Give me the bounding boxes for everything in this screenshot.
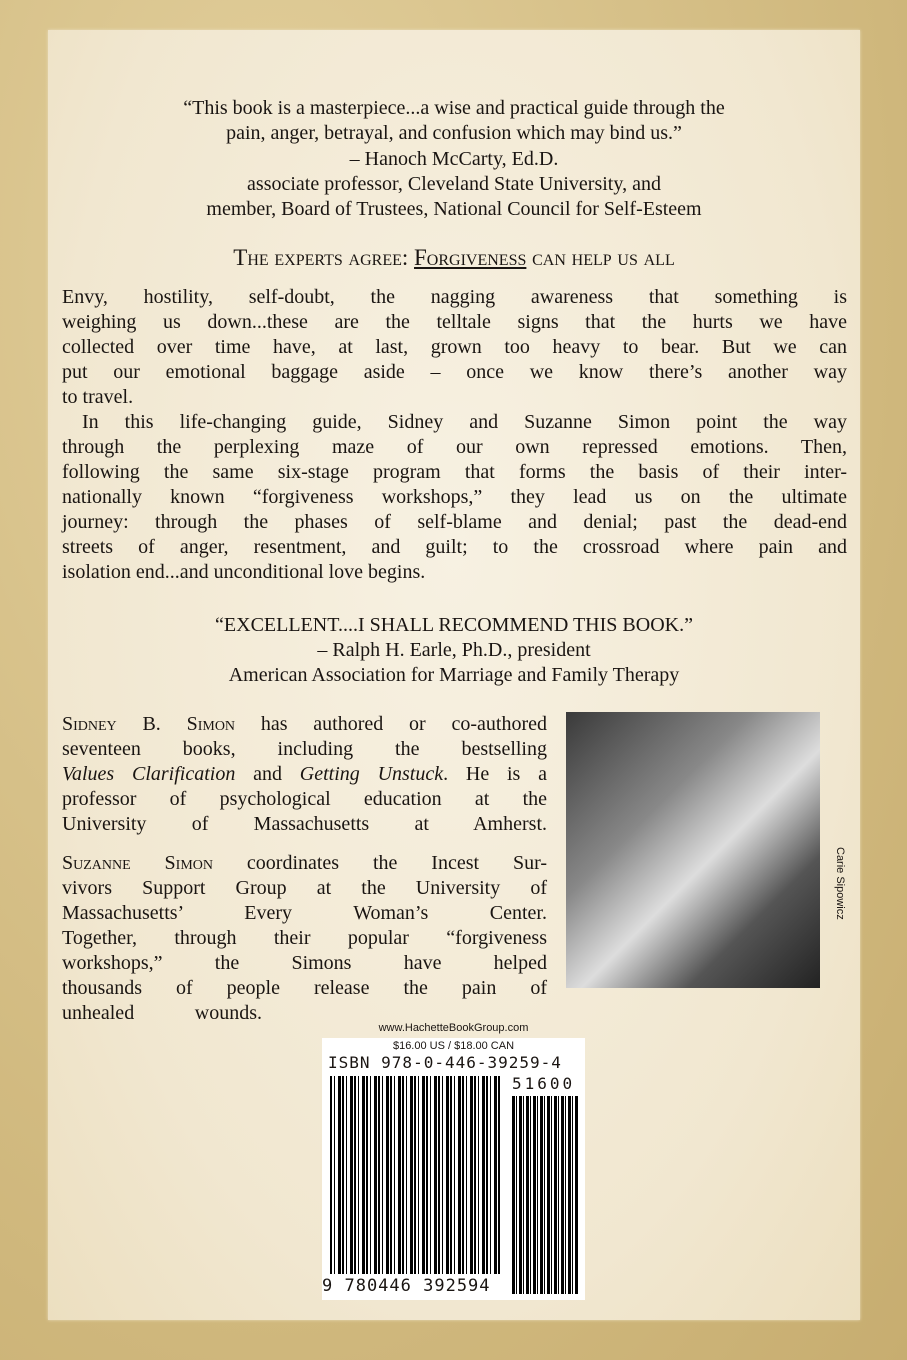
bio-text: has authored or co-authored [235, 713, 547, 735]
publisher-url: www.HachetteBookGroup.com [378, 1022, 529, 1034]
body-line: journey: through the phases of self-blame and denial; past the dead-end [62, 511, 847, 533]
body-line: Envy, hostility, self-doubt, the nagging awareness that something is [62, 286, 847, 308]
bio-line: seventeen books, including the bestselling [62, 738, 547, 760]
body-line: following the same six-stage program that forms the basis of their inter- [62, 461, 847, 483]
supplement-barcode [512, 1096, 578, 1294]
photo-credit: Carie Sipowicz [834, 847, 846, 920]
bio-line [62, 762, 547, 786]
ean-barcode [330, 1076, 500, 1274]
quote-line: pain, anger, betrayal, and confusion which may bind us.” [226, 122, 682, 144]
bio-text: . He is a [443, 763, 547, 785]
bio-line: vivors Support Group at the University of [62, 877, 547, 899]
bio-line: workshops,” the Simons have helped [62, 952, 547, 974]
bio-line: professor of psychological education at the [62, 788, 547, 810]
ean-digits: 9 780446 392594 [322, 1276, 495, 1296]
body-line: In this life-changing guide, Sidney and Suzanne Simon point the way [82, 411, 847, 433]
bio-line [62, 851, 547, 875]
author-name: Sidney B. Simon [62, 713, 236, 735]
quote-affiliation: American Association for Marriage and Family Therapy [228, 664, 680, 686]
bio-line: Together, through their popular “forgiveness [62, 927, 547, 949]
bio-line [62, 712, 547, 736]
body-line: streets of anger, resentment, and guilt; to the crossroad where pain and [62, 536, 847, 558]
headline-emphasis: Forgiveness [414, 245, 527, 270]
quote-line: “This book is a masterpiece...a wise and practical guide through the [183, 97, 725, 119]
bio-line: Massachusetts’ Every Woman’s Center. [62, 902, 547, 924]
body-line: weighing us down...these are the telltale signs that the hurts we have [62, 311, 847, 333]
body-line: nationally known “forgiveness workshops,” they lead us on the ultimate [62, 486, 847, 508]
bio-line: University of Massachusetts at Amherst. [62, 813, 547, 835]
price: $16.00 US / $18.00 CAN [392, 1040, 515, 1052]
bio-line: thousands of people release the pain of [62, 977, 547, 999]
bio-line: unhealed wounds. [62, 1002, 262, 1024]
headline-text: The experts agree: [233, 245, 415, 270]
quote-line: “EXCELLENT....I SHALL RECOMMEND THIS BOOK.” [215, 614, 693, 636]
quote-affiliation: associate professor, Cleveland State University, and [247, 173, 661, 195]
barcode-box [322, 1038, 585, 1300]
body-line: isolation end...and unconditional love begins. [62, 561, 426, 583]
author-photo [566, 712, 820, 988]
quote-affiliation: member, Board of Trustees, National Council for Self-Esteem [206, 198, 702, 220]
quote-attribution: – Hanoch McCarty, Ed.D. [349, 148, 559, 170]
headline-text: can help us all [526, 245, 675, 270]
quote-attribution: – Ralph H. Earle, Ph.D., president [317, 639, 591, 661]
author-name: Suzanne Simon [62, 852, 214, 874]
body-line: through the perplexing maze of our own repressed emotions. Then, [62, 436, 847, 458]
book-title: Values Clarification [62, 763, 236, 785]
isbn: ISBN 978-0-446-39259-4 [328, 1053, 562, 1072]
body-line: put our emotional baggage aside – once we know there’s another way [62, 361, 847, 383]
bio-text: coordinates the Incest Sur- [213, 852, 547, 874]
body-line: to travel. [62, 386, 134, 408]
bio-text: and [235, 763, 300, 785]
headline [48, 244, 860, 271]
body-line: collected over time have, at last, grown too heavy to bear. But we can [62, 336, 847, 358]
book-title: Getting Unstuck [299, 763, 444, 785]
price-code: 51600 [512, 1074, 576, 1093]
